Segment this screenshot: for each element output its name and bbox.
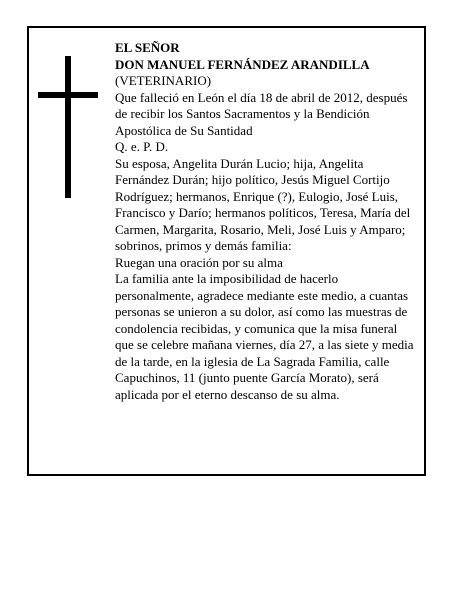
deceased-profession: (VETERINARIO) xyxy=(115,73,212,88)
obituary-text xyxy=(115,40,415,403)
latin-cross-icon xyxy=(38,56,98,198)
obituary-notice xyxy=(27,26,426,476)
cross-vertical-bar xyxy=(65,56,71,198)
death-statement: Que falleció en León el día 18 de abril de 2012, después de recibir los Santos Sacramentos y la Bendición Apostólica de Su Santidad xyxy=(115,89,408,138)
deceased-title: EL SEÑOR xyxy=(115,40,180,55)
mass-announcement: La familia ante la imposibilidad de hacerlo personalmente, agradece mediante este medio, a cuantas personas se unieron a su dolor, así como las muestras de condolencia recibidas, y comunica que la misa funeral que se celebre mañana viernes, día 27, a las siete y media de la tarde, en la iglesia de La Sagrada Familia, calle Capuchinos, 11 (junto puente García Morato), será aplicada por el eterno descanso de su alma. xyxy=(115,271,414,402)
family-list: Su esposa, Angelita Durán Lucio; hija, Angelita Fernández Durán; hijo político, Jesús Miguel Cortijo Rodríguez; hermanos, Enrique (?), Eulogio, José Luis, Francisco y Darío; hermanos políticos, Teresa, María del Carmen, Margarita, Rosario, Meli, José Luis y Amparo; sobrinos, primos y demás familia: xyxy=(115,155,411,253)
deceased-name: DON MANUEL FERNÁNDEZ ARANDILLA xyxy=(115,56,370,72)
prayer-request: Ruegan una oración por su alma xyxy=(115,254,283,270)
cross-horizontal-bar xyxy=(38,92,98,98)
qepd-line: Q. e. P. D. xyxy=(115,139,169,154)
